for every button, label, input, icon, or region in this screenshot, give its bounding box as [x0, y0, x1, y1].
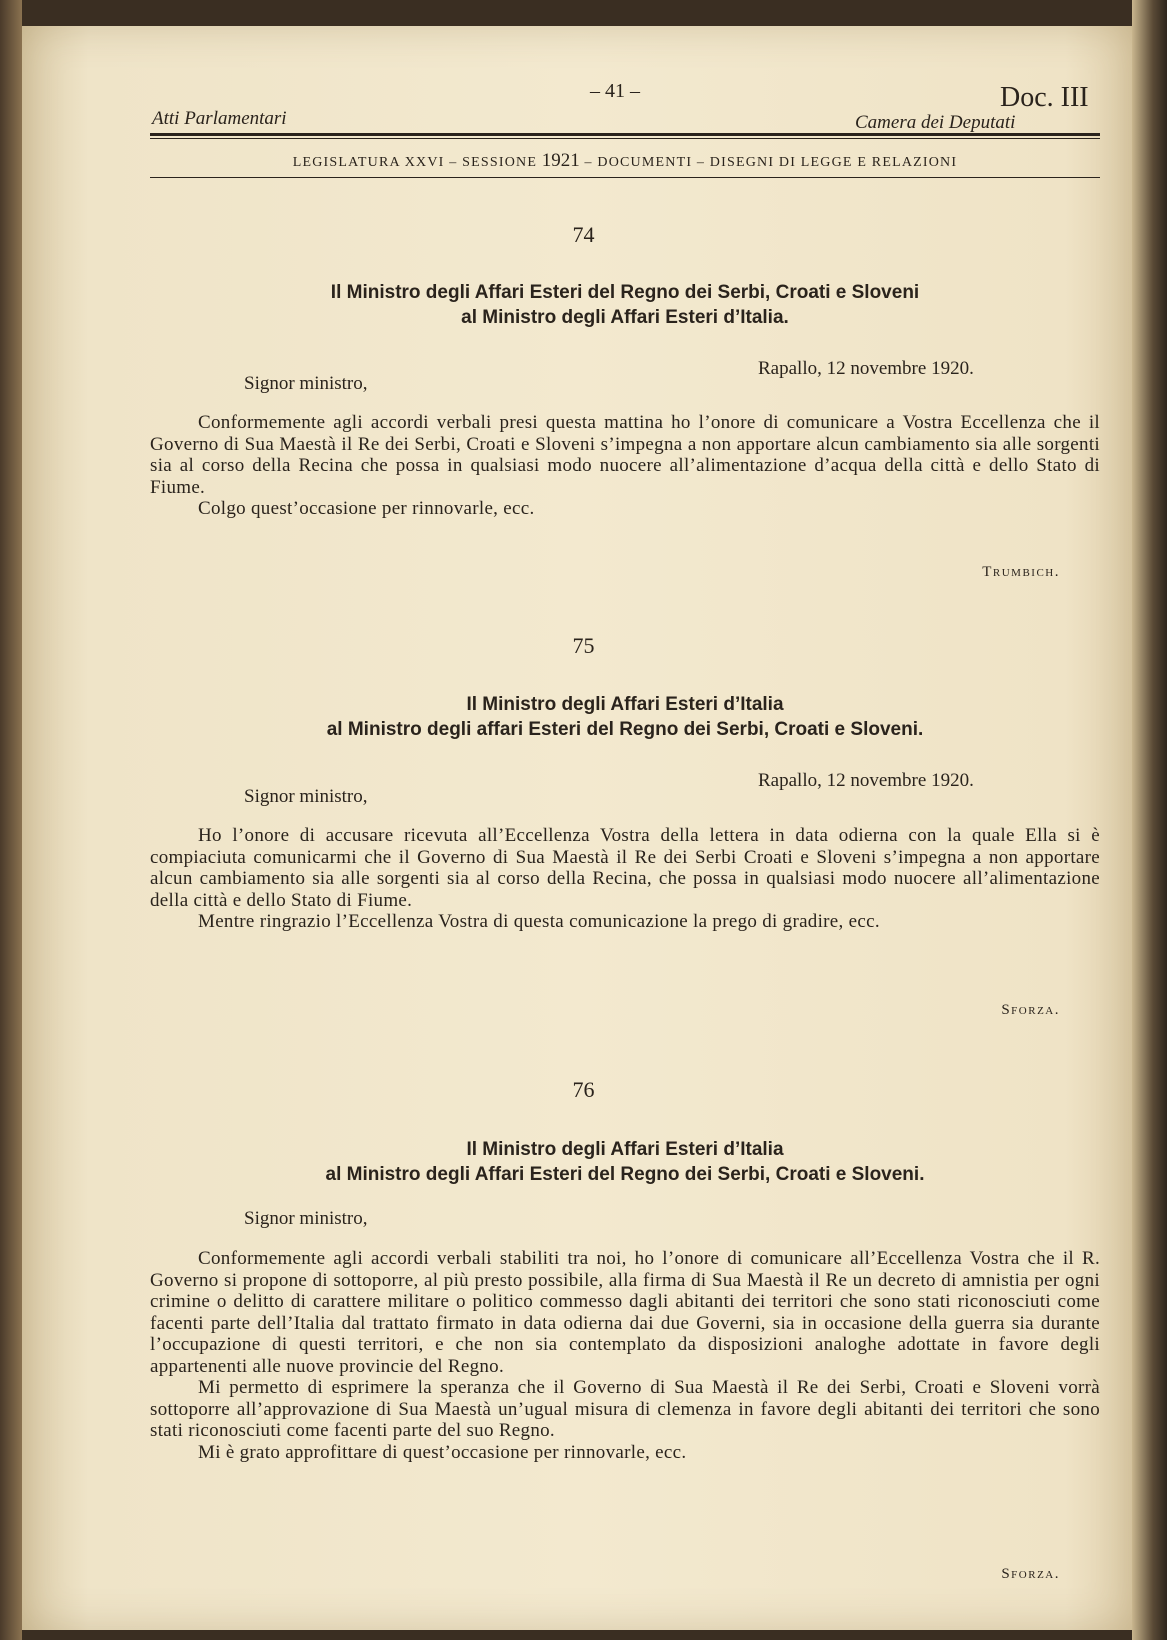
signature: Trumbich. — [982, 564, 1060, 580]
section-title: Il Ministro degli Affari Esteri d’Italia al Ministro degli Affari Esteri del Regno dei Serbi, Croati e Sloveni. — [325, 1139, 925, 1185]
header-right-title: Camera dei Deputati — [855, 112, 1016, 133]
section-number: 74 — [572, 222, 595, 247]
paragraph: Mentre ringrazio l’Eccellenza Vostra di questa comunicazione la prego di gradire, ecc. — [198, 911, 880, 932]
header-left-title: Atti Parlamentari — [152, 108, 287, 129]
section-number: 75 — [572, 633, 595, 658]
paragraph: Conformemente agli accordi verbali stabiliti tra noi, ho l’onore di comunicare all’Eccellenza Vostra che il R. Governo si propone di sottoporre, al più presto possibile, alla firma di Sua Maestà il Re un decreto di amnistia per ogni crimine o delitto di carattere militare o politico commesso dagli abitanti dei territori che sono stati riconosciuti come facenti parte dell’Italia dal trattato firmato in data odierna dai due Governi, sia in occasione della guerra sia durante l’occupazione di questi territori, e che non sia contemplato da disposizioni analoghe adottate in favore degli appartenenti alle nuove provincie del Regno. — [150, 1248, 1100, 1377]
document-id: Doc. III — [1000, 82, 1089, 113]
place-date: Rapallo, 12 novembre 1920. — [758, 770, 974, 791]
place-date: Rapallo, 12 novembre 1920. — [758, 358, 974, 379]
session-rule — [150, 177, 1100, 178]
signature: Sforza. — [1001, 1566, 1060, 1582]
salutation: Signor ministro, — [244, 373, 368, 394]
paragraph: Ho l’onore di accusare ricevuta all’Eccellenza Vostra della lettera in data odierna con la quale Ella si è compiaciuta comunicarmi che il Governo di Sua Maestà il Re dei Serbi Croati e Sloveni s’impegna a non apportare alcun cambiamento sia alle sorgenti sia al corso della Recina, che possa in qualsiasi modo nuocere all’alimentazione della città e dello Stato di Fiume. — [150, 825, 1100, 911]
salutation: Signor ministro, — [244, 1208, 368, 1229]
signature: Sforza. — [1001, 1002, 1060, 1018]
session-line: LEGISLATURA XXVI – SESSIONE 1921 – DOCUMENTI – DISEGNI DI LEGGE E RELAZIONI — [292, 150, 958, 171]
section-title: Il Ministro degli Affari Esteri d’Italia al Ministro degli affari Esteri del Regno dei Serbi, Croati e Sloveni. — [326, 694, 924, 740]
page-number: – 41 – — [590, 80, 640, 102]
paragraph: Conformemente agli accordi verbali presi questa mattina ho l’onore di comunicare a Vostra Eccellenza che il Governo di Sua Maestà il Re dei Serbi, Croati e Sloveni s’impegna a non apportare alcun cambiamento sia alle sorgenti sia al corso della Recina che possa in qualsiasi modo nuocere all’alimentazione d’acqua della città e dello Stato di Fiume. — [150, 412, 1100, 498]
paragraph: Mi permetto di esprimere la speranza che il Governo di Sua Maestà il Re dei Serbi, Croati e Sloveni vorrà sottoporre all’approvazione di Sua Maestà un’ugual misura di clemenza in favore degli abitanti dei territori che sono stati riconosciuti come facenti parte del suo Regno. — [150, 1377, 1100, 1441]
letter-body — [150, 412, 1100, 520]
letter-body — [150, 1248, 1100, 1463]
paragraph: Colgo quest’occasione per rinnovarle, ecc. — [198, 498, 535, 519]
paragraph: Mi è grato approfittare di quest’occasione per rinnovarle, ecc. — [198, 1441, 687, 1463]
section-title: Il Ministro degli Affari Esteri del Regno dei Serbi, Croati e Sloveni al Ministro degli Affari Esteri d’Italia. — [330, 282, 920, 328]
header-rule — [150, 133, 1100, 136]
section-number: 76 — [572, 1077, 595, 1102]
header-rule-thin — [150, 138, 1100, 139]
salutation: Signor ministro, — [244, 786, 368, 807]
letter-body — [150, 825, 1100, 933]
